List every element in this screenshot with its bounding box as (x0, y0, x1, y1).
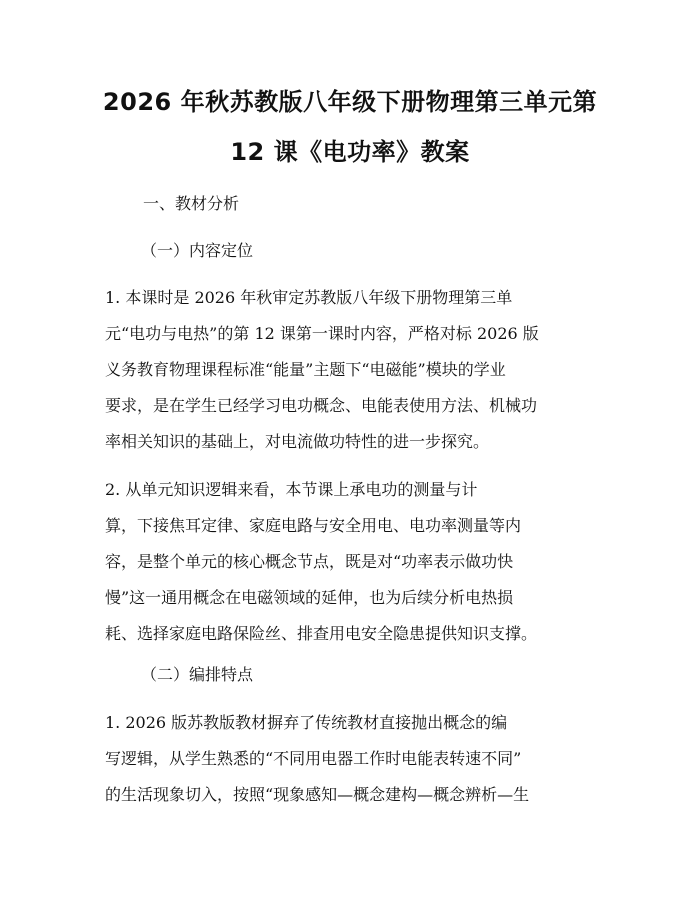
document-title-line-2: 12 课《电功率》教案 (230, 138, 470, 166)
paragraph-1-line: 元“电功与电热”的第 12 课第一课时内容，严格对标 2026 版 (105, 324, 539, 343)
paragraph-3-line: 写逻辑，从学生熟悉的“不同用电器工作时电能表转速不同” (105, 749, 522, 768)
paragraph-2-line: 算，下接焦耳定律、家庭电路与安全用电、电功率测量等内 (105, 516, 522, 535)
paragraph-2-line: 容，是整个单元的核心概念节点，既是对“功率表示做功快 (105, 552, 514, 571)
paragraph-3-line: 1. 2026 版苏教版教材摒弃了传统教材直接抛出概念的编 (105, 713, 508, 732)
paragraph-2-line: 2. 从单元知识逻辑来看，本节课上承电功的测量与计 (105, 480, 478, 499)
document-title-line-1: 2026 年秋苏教版八年级下册物理第三单元第 (102, 88, 598, 116)
paragraph-2 (105, 472, 597, 652)
paragraph-2-line: 慢”这一通用概念在电磁领域的延伸，也为后续分析电热损 (105, 588, 514, 607)
paragraph-3-line: 的生活现象切入，按照“现象感知—概念建构—概念辨析—生 (105, 785, 530, 804)
paragraph-3 (105, 705, 597, 813)
section-heading-textbook-analysis: 一、教材分析 (143, 194, 240, 213)
paragraph-1-line: 1. 本课时是 2026 年秋审定苏教版八年级下册物理第三单 (105, 288, 513, 307)
paragraph-1-line: 义务教育物理课程标准“能量”主题下“电磁能”模块的学业 (105, 360, 506, 379)
paragraph-2-line: 耗、选择家庭电路保险丝、排查用电安全隐患提供知识支撑。 (105, 624, 538, 643)
paragraph-1 (105, 280, 597, 460)
subsection-heading-layout-features: （二）编排特点 (141, 665, 254, 684)
subsection-heading-content-positioning: （一）内容定位 (141, 241, 254, 260)
paragraph-1-line: 率相关知识的基础上，对电流做功特性的进一步探究。 (105, 432, 490, 451)
paragraph-1-line: 要求，是在学生已经学习电功概念、电能表使用方法、机械功 (105, 396, 538, 415)
